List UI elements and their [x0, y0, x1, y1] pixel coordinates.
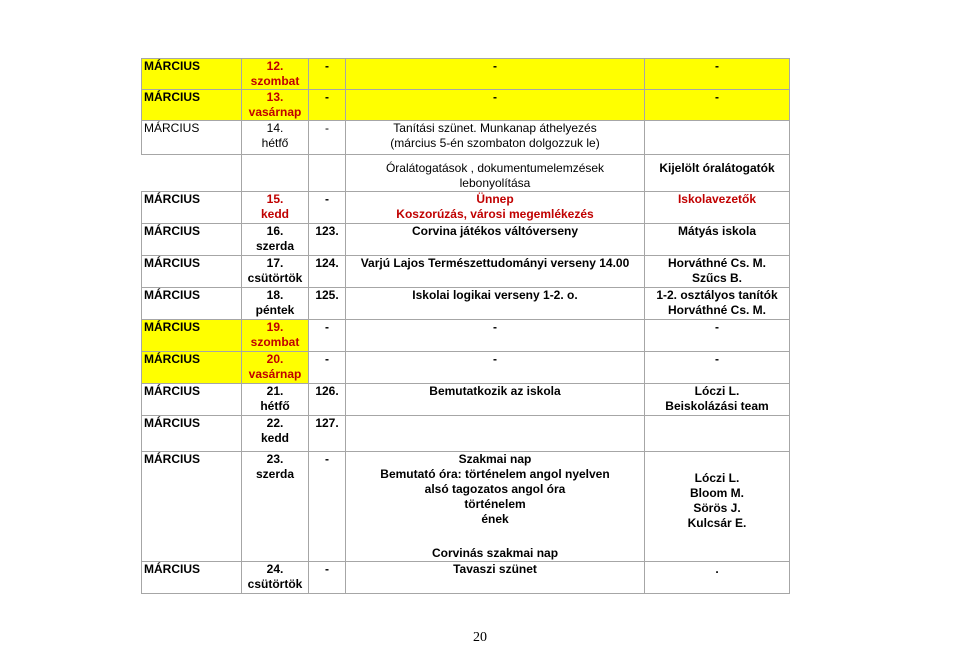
responsible-cell: 1-2. osztályos tanítók Horváthné Cs. M.: [645, 288, 790, 320]
number-cell: -: [309, 320, 346, 352]
table-row: [142, 288, 790, 320]
date-cell: 13. vasárnap: [242, 90, 309, 121]
month-cell: MÁRCIUS: [142, 416, 242, 452]
table-row: [142, 256, 790, 288]
table-row: [142, 192, 790, 224]
date-cell: 21. hétfő: [242, 384, 309, 416]
empty-cell: [309, 155, 346, 192]
event-cell: Corvina játékos váltóverseny: [346, 224, 645, 256]
responsible-cell: Lóczi L. Bloom M. Sörös J. Kulcsár E.: [645, 452, 790, 562]
month-cell: MÁRCIUS: [142, 90, 242, 121]
number-cell: 125.: [309, 288, 346, 320]
date-cell: 15. kedd: [242, 192, 309, 224]
number-cell: -: [309, 59, 346, 90]
table-row: [142, 320, 790, 352]
empty-cell: [142, 155, 242, 192]
table-row: [142, 384, 790, 416]
responsible-cell: -: [645, 352, 790, 384]
responsible-cell: Lóczi L. Beiskolázási team: [645, 384, 790, 416]
date-cell: 17. csütörtök: [242, 256, 309, 288]
page-number: 20: [473, 630, 487, 645]
section-header: Óralátogatások , dokumentumelemzések lebonyolítása: [346, 155, 645, 192]
number-cell: -: [309, 452, 346, 562]
date-cell: 19. szombat: [242, 320, 309, 352]
event-cell: Varjú Lajos Természettudományi verseny 14.00: [346, 256, 645, 288]
table-row: [142, 562, 790, 594]
event-cell: -: [346, 320, 645, 352]
responsible-cell: -: [645, 59, 790, 90]
responsible-cell: .: [645, 562, 790, 594]
event-cell: -: [346, 352, 645, 384]
date-cell: 24. csütörtök: [242, 562, 309, 594]
month-cell: MÁRCIUS: [142, 256, 242, 288]
table-row: [142, 352, 790, 384]
section-header-responsible: Kijelölt óralátogatók: [645, 155, 790, 192]
responsible-cell: -: [645, 320, 790, 352]
date-cell: 22. kedd: [242, 416, 309, 452]
responsible-cell: [645, 121, 790, 155]
responsible-cell: Horváthné Cs. M. Szűcs B.: [645, 256, 790, 288]
event-cell: Iskolai logikai verseny 1-2. o.: [346, 288, 645, 320]
month-cell: MÁRCIUS: [142, 384, 242, 416]
event-cell: Bemutatkozik az iskola: [346, 384, 645, 416]
table-row: [142, 90, 790, 121]
month-cell: MÁRCIUS: [142, 452, 242, 562]
number-cell: 127.: [309, 416, 346, 452]
table-row: [142, 121, 790, 155]
month-cell: MÁRCIUS: [142, 224, 242, 256]
table-row: [142, 224, 790, 256]
event-cell: Tavaszi szünet: [346, 562, 645, 594]
responsible-cell: -: [645, 90, 790, 121]
responsible-cell: [645, 416, 790, 452]
calendar-table: [141, 58, 790, 594]
responsible-cell: Iskolavezetők: [645, 192, 790, 224]
number-cell: -: [309, 562, 346, 594]
number-cell: -: [309, 192, 346, 224]
date-cell: 14. hétfő: [242, 121, 309, 155]
number-cell: 124.: [309, 256, 346, 288]
date-cell: 12. szombat: [242, 59, 309, 90]
event-cell: Tanítási szünet. Munkanap áthelyezés (március 5-én szombaton dolgozzuk le): [346, 121, 645, 155]
month-cell: MÁRCIUS: [142, 192, 242, 224]
month-cell: MÁRCIUS: [142, 320, 242, 352]
table-row: [142, 452, 790, 562]
table-row: [142, 416, 790, 452]
event-cell: Ünnep Koszorúzás, városi megemlékezés: [346, 192, 645, 224]
date-cell: 20. vasárnap: [242, 352, 309, 384]
month-cell: MÁRCIUS: [142, 59, 242, 90]
month-cell: MÁRCIUS: [142, 352, 242, 384]
event-cell: Szakmai nap Bemutató óra: történelem angol nyelven alsó tagozatos angol óra történelem ének Corvinás szakmai nap: [346, 452, 645, 562]
month-cell: MÁRCIUS: [142, 562, 242, 594]
event-cell: -: [346, 90, 645, 121]
number-cell: -: [309, 90, 346, 121]
table-row: [142, 59, 790, 90]
date-cell: 16. szerda: [242, 224, 309, 256]
date-cell: 18. péntek: [242, 288, 309, 320]
empty-cell: [242, 155, 309, 192]
responsible-cell: Mátyás iskola: [645, 224, 790, 256]
date-cell: 23. szerda: [242, 452, 309, 562]
number-cell: -: [309, 121, 346, 155]
event-cell: [346, 416, 645, 452]
section-header-row: [142, 155, 790, 192]
number-cell: -: [309, 352, 346, 384]
month-cell: MÁRCIUS: [142, 288, 242, 320]
month-cell: MÁRCIUS: [142, 121, 242, 155]
number-cell: 126.: [309, 384, 346, 416]
number-cell: 123.: [309, 224, 346, 256]
event-cell: -: [346, 59, 645, 90]
